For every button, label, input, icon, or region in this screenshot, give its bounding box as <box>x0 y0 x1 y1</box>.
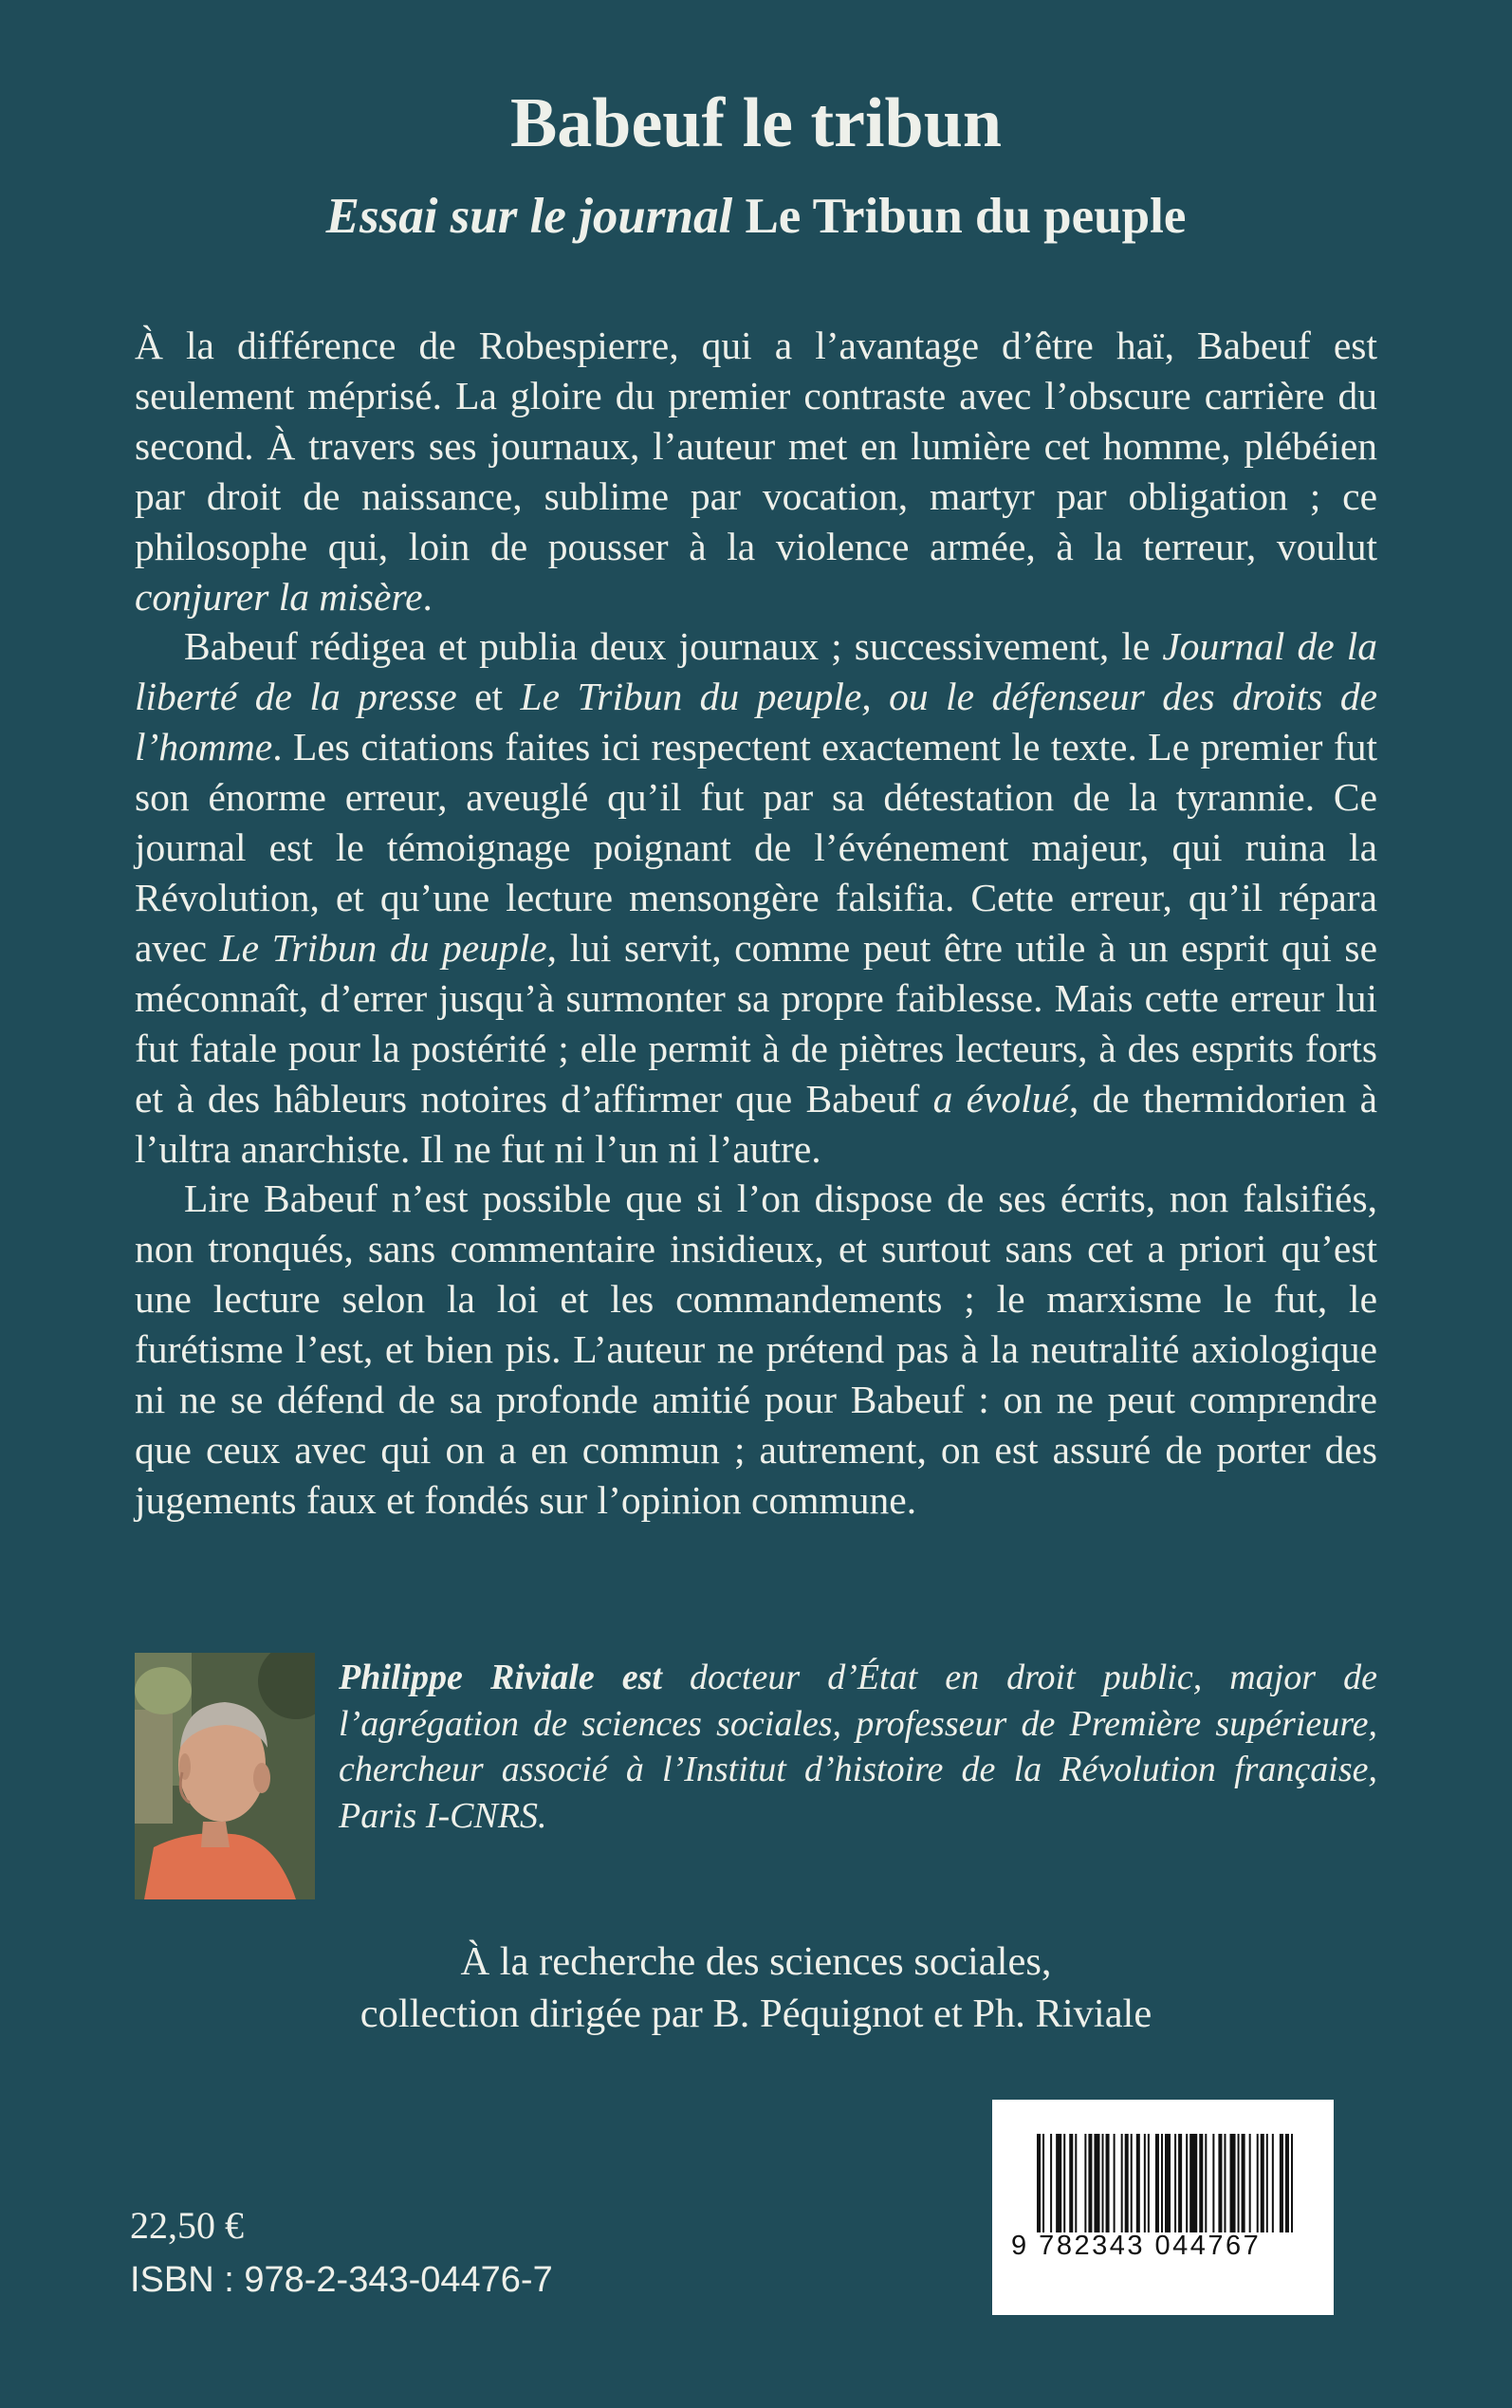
barcode-panel <box>992 2100 1334 2315</box>
author-portrait-image <box>135 1653 315 1899</box>
barcode-bar <box>1136 2134 1140 2232</box>
barcode-bar <box>1272 2134 1274 2232</box>
blurb-p2-journal-3: Le Tribun du peuple <box>219 925 547 970</box>
price: 22,50 € <box>130 2204 244 2247</box>
collection-line-1: À la recherche des sciences sociales, <box>460 1939 1052 1984</box>
author-photo <box>135 1653 315 1899</box>
barcode-bar <box>1063 2134 1065 2232</box>
barcode-bar <box>1037 2134 1041 2232</box>
barcode-bar <box>1148 2134 1150 2232</box>
barcode-bar <box>1144 2134 1146 2232</box>
blurb-paragraph-1 <box>135 321 1377 621</box>
subtitle-journal-name: Le Tribun du peuple <box>745 189 1187 244</box>
blurb-text <box>135 321 1377 1526</box>
author-bio-paragraph <box>339 1655 1377 1839</box>
barcode-bar <box>1069 2134 1073 2232</box>
collection-line-2: collection dirigée par B. Péquignot et Ph. Riviale <box>360 1991 1152 2036</box>
author-bio-text: docteur d’État en droit public, major de l’agrégation de sciences sociales, professeur de Première supérieure, chercheur associé à l’Institut d’histoire de la Révolution française, Paris I-CNRS. <box>339 1658 1377 1836</box>
barcode-bar <box>1131 2134 1133 2232</box>
blurb-p2-text-i: , de thermidorien à l’ultra anarchiste. Il ne fut ni l’un ni l’autre. <box>135 1076 1377 1171</box>
barcode-bar <box>1189 2134 1197 2232</box>
isbn: ISBN : 978-2-343-04476-7 <box>130 2260 553 2300</box>
barcode-bar <box>1199 2134 1203 2232</box>
barcode-bar <box>1178 2134 1182 2232</box>
barcode-bar <box>1224 2134 1226 2232</box>
barcode-bar <box>1125 2134 1129 2232</box>
barcode-bar <box>1121 2134 1123 2232</box>
barcode-bar <box>1291 2134 1293 2232</box>
barcode-bar <box>1212 2134 1214 2232</box>
barcode-bar <box>1257 2134 1259 2232</box>
barcode-bar <box>1266 2134 1268 2232</box>
barcode-bar <box>1050 2134 1052 2232</box>
blurb-paragraph-3: Lire Babeuf n’est possible que si l’on dispose de ses écrits, non falsifiés, non tronqués, sans commentaire insidieux, et surtout sans cet a priori qu’est une lecture selon la loi et les commandements ; le marxisme le fut, le furétisme l’est, et bien pis. L’auteur ne prétend pas à la neutralité axiologique ni ne se défend de sa profonde amitié pour Babeuf : on ne peut comprendre que ceux avec qui on a en commun ; autrement, on est assuré de porter des jugements faux et fondés sur l’opinion commune. <box>135 1176 1377 1522</box>
blurb-paragraph-2 <box>135 621 1377 1174</box>
barcode-bar <box>1056 2134 1061 2232</box>
barcode-bar <box>1249 2134 1251 2232</box>
author-name: Philippe Riviale est <box>339 1658 662 1697</box>
barcode-bar <box>1042 2134 1044 2232</box>
barcode-bar <box>1285 2134 1289 2232</box>
barcode-icon <box>1037 2134 1293 2232</box>
barcode-bar <box>1165 2134 1171 2232</box>
barcode-bar <box>1075 2134 1077 2232</box>
barcode-bar <box>1114 2134 1116 2232</box>
barcode-bar <box>1106 2134 1110 2232</box>
blurb-p2-text-e: . Les citations faites ici respectent exactement le texte. Le premier fut son énorme erreur, aveuglé qu’il fut par sa détestation de la tyrannie. Ce journal est le témoignage poignant de l’événement majeur, qui ruina la Révolution, et qu’une lecture mensongère falsifia. Cette erreur, qu’il répara avec <box>135 725 1377 970</box>
barcode-bar <box>1088 2134 1092 2232</box>
subtitle-italic-part: Essai sur le journal <box>325 189 733 244</box>
book-title: Babeuf le tribun <box>509 84 1003 162</box>
barcode-bar <box>1155 2134 1159 2232</box>
barcode-bar <box>1186 2134 1188 2232</box>
barcode-bar <box>1261 2134 1264 2232</box>
barcode-bar <box>1161 2134 1163 2232</box>
barcode-digits: 9 782343 044767 <box>1011 2231 1262 2261</box>
barcode-bar <box>1102 2134 1104 2232</box>
barcode-bar <box>1280 2134 1283 2232</box>
blurb-p1-text: À la différence de Robespierre, qui a l’avantage d’être haï, Babeuf est seulement méprisé. La gloire du premier contraste avec l’obscure carrière du second. À travers ses journaux, l’auteur met en lumière cet homme, plébéien par droit de naissance, sublime par vocation, martyr par obligation ; ce philosophe qui, loin de pousser à la violence armée, à la terreur, voulut <box>135 324 1377 568</box>
author-bio <box>339 1655 1377 1839</box>
book-subtitle <box>0 188 1512 245</box>
barcode-bar <box>1094 2134 1099 2232</box>
barcode-bar <box>1084 2134 1086 2232</box>
blurb-p1-end: . <box>422 574 433 619</box>
collection-info <box>0 1936 1512 2040</box>
barcode-bar <box>1218 2134 1222 2232</box>
blurb-p2-journal-2: Le Tribun du peuple, ou le défenseur des droits de l’homme <box>135 675 1377 769</box>
blurb-p2-text-g: , lui servit, comme peut être utile à un esprit qui se méconnaît, d’errer jusqu’à surmonter sa propre faiblesse. Mais cette erreur lui fut fatale pour la postérité ; elle permit à de piètres lecteurs, à des esprits forts et à des hâbleurs notoires d’affirmer que Babeuf <box>135 925 1377 1121</box>
barcode-bar <box>1205 2134 1207 2232</box>
blurb-p2-journal-1: Journal de la liberté de la presse <box>135 624 1377 719</box>
barcode-bar <box>1242 2134 1245 2232</box>
blurb-p2-text-a: Babeuf rédigea et publia deux journaux ; successivement, le <box>184 624 1163 669</box>
blurb-p1-italic: conjurer la misère <box>135 574 423 619</box>
blurb-p2-italic-evolue: a évolué <box>932 1076 1069 1121</box>
barcode-bar <box>1238 2134 1240 2232</box>
barcode-bar <box>1230 2134 1236 2232</box>
barcode-bar <box>1174 2134 1176 2232</box>
blurb-p2-text-c: et <box>456 675 521 719</box>
